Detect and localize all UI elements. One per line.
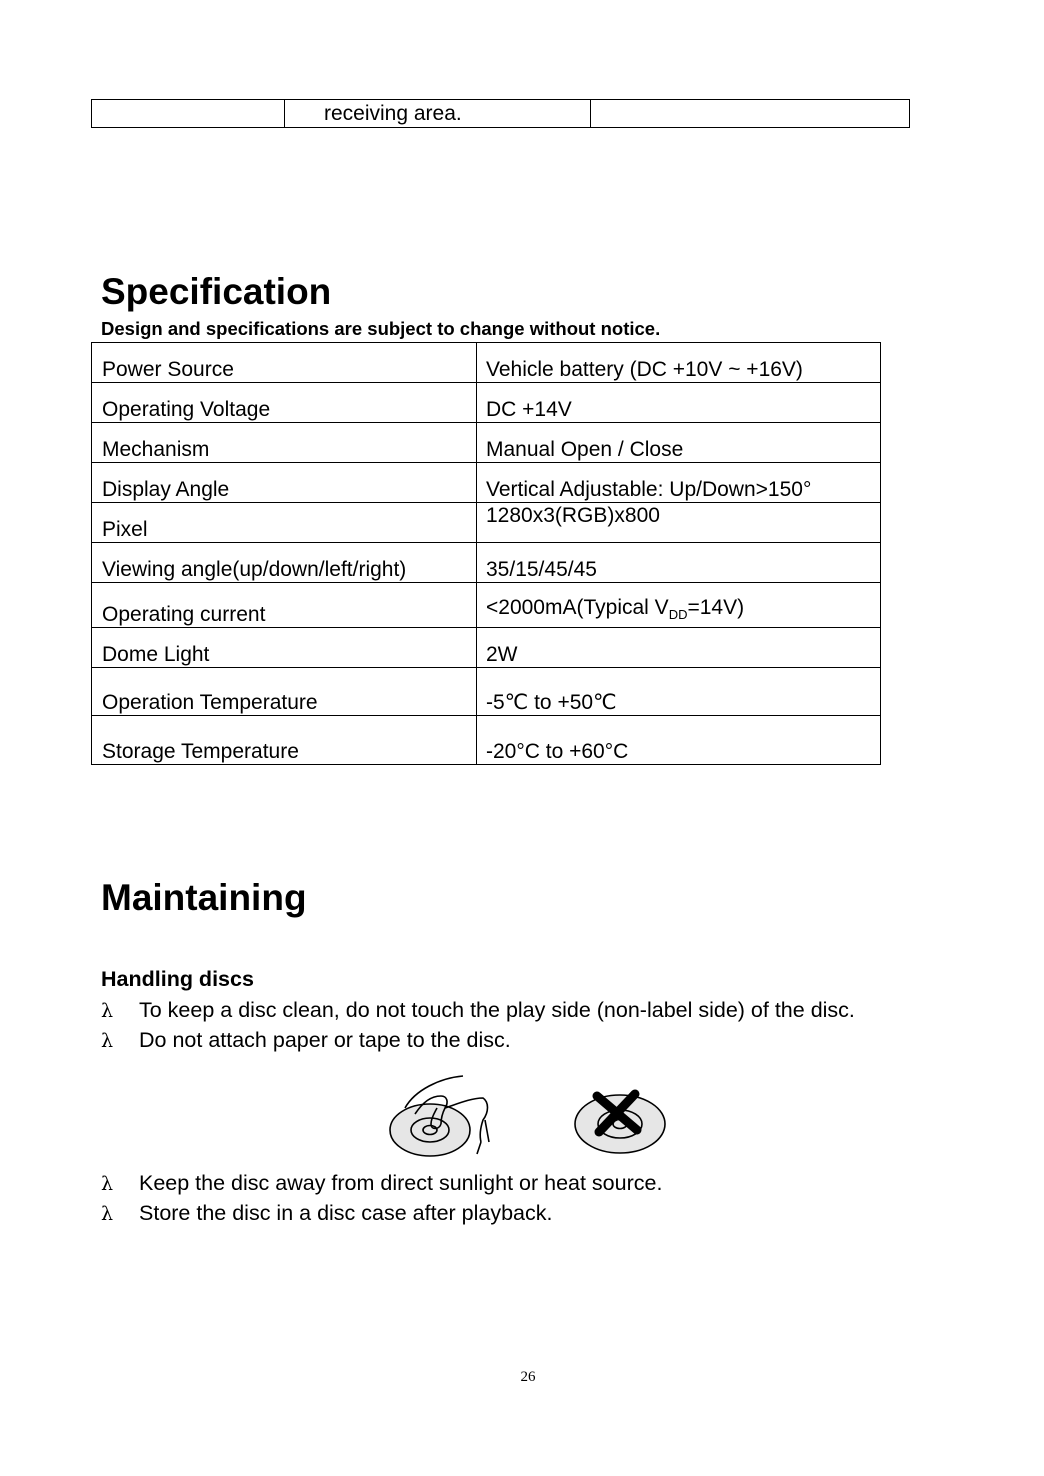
list-item (101, 1027, 511, 1054)
specification-heading: Specification (101, 271, 332, 312)
table-cell: receiving area. (285, 100, 591, 128)
disc-correct-handling-icon (390, 1076, 489, 1156)
spec-row-operation-temperature (92, 668, 881, 716)
table-row (92, 100, 910, 128)
bullet-icon: λ (101, 1203, 114, 1225)
table-cell (92, 100, 285, 128)
spec-row-power-source (92, 343, 881, 383)
list-item-text: Store the disc in a disc case after playback. (139, 1201, 553, 1225)
spec-label: Mechanism (92, 423, 477, 463)
bullet-icon: λ (101, 1173, 114, 1195)
list-item-text: Do not attach paper or tape to the disc. (139, 1028, 511, 1052)
spec-label: Pixel (92, 503, 477, 543)
spec-label: Power Source (92, 343, 477, 383)
spec-label: Operating Voltage (92, 383, 477, 423)
spec-row-viewing-angle (92, 543, 881, 583)
spec-value-suffix: =14V) (687, 595, 745, 619)
spec-value: DC +14V (477, 383, 881, 423)
table-cell (591, 100, 910, 128)
spec-value-subscript: DD (668, 607, 688, 622)
disc-incorrect-handling-icon (575, 1094, 665, 1153)
list-item (101, 1200, 553, 1227)
maintaining-heading: Maintaining (101, 877, 307, 918)
carryover-table (91, 99, 910, 128)
bullet-icon: λ (101, 1000, 114, 1022)
spec-label: Dome Light (92, 628, 477, 668)
specification-table (91, 342, 881, 765)
spec-label: Display Angle (92, 463, 477, 503)
spec-value: 2W (477, 628, 881, 668)
spec-value: Vehicle battery (DC +10V ~ +16V) (477, 343, 881, 383)
spec-label: Operating current (92, 583, 477, 628)
spec-row-storage-temperature (92, 716, 881, 765)
list-item (101, 1170, 662, 1197)
spec-label: Viewing angle(up/down/left/right) (92, 543, 477, 583)
list-item-text: To keep a disc clean, do not touch the play side (non-label side) of the disc. (139, 998, 855, 1022)
spec-value: -5℃ to +50℃ (477, 668, 881, 716)
spec-row-mechanism (92, 423, 881, 463)
specification-notice: Design and specifications are subject to change without notice. (101, 318, 661, 339)
spec-value: 35/15/45/45 (477, 543, 881, 583)
handling-discs-subheading: Handling discs (101, 967, 254, 991)
spec-row-operating-voltage (92, 383, 881, 423)
list-item-text: Keep the disc away from direct sunlight or heat source. (139, 1171, 663, 1195)
bullet-icon: λ (101, 1030, 114, 1052)
spec-value: Vertical Adjustable: Up/Down>150° (477, 463, 881, 503)
spec-label: Operation Temperature (92, 668, 477, 716)
disc-handling-illustration (385, 1068, 675, 1164)
spec-value-prefix: <2000mA(Typical V (486, 595, 669, 619)
list-item (101, 997, 855, 1024)
spec-row-operating-current (92, 583, 881, 628)
spec-value: -20°C to +60°C (477, 716, 881, 765)
page-number: 26 (520, 1369, 536, 1385)
spec-row-dome-light (92, 628, 881, 668)
spec-value: 1280x3(RGB)x800 (477, 503, 881, 543)
spec-row-pixel (92, 503, 881, 543)
spec-label: Storage Temperature (92, 716, 477, 765)
spec-value (477, 583, 881, 628)
spec-row-display-angle (92, 463, 881, 503)
spec-value: Manual Open / Close (477, 423, 881, 463)
